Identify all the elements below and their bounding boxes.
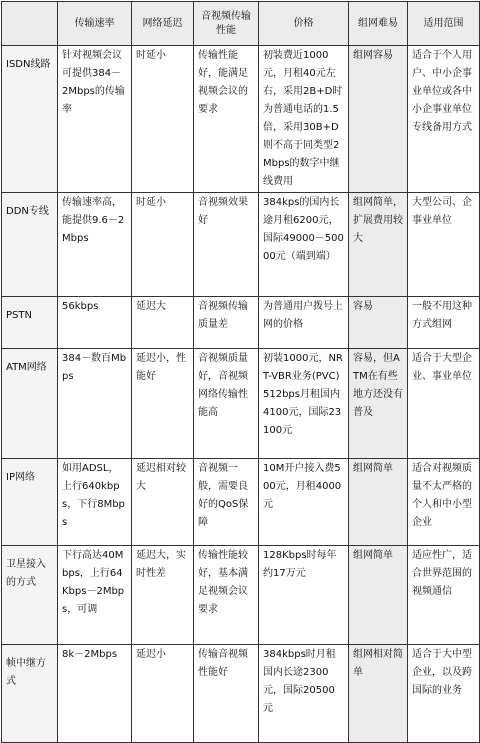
row-name: IP网络: [2, 459, 58, 546]
row-name: 帧中继方式: [2, 645, 58, 743]
comparison-table: [1, 1, 480, 743]
cell-av: 音视频质量好，音视频网络传输性能高: [194, 349, 259, 459]
row-name: ISDN线路: [2, 46, 58, 193]
cell-delay: 延迟小: [132, 645, 194, 743]
header-cell-scope: 适用范围: [408, 2, 480, 46]
cell-scope: 一般不用这种方式组网: [408, 297, 480, 349]
cell-rate: 8k－2Mbps: [58, 645, 132, 743]
cell-rate: 针对视频会议可提供384－2Mbps的传输率: [58, 46, 132, 193]
cell-scope: 大型公司、企事业单位: [408, 193, 480, 297]
row-name: PSTN: [2, 297, 58, 349]
table-row: [2, 297, 480, 349]
header-cell-ease: 组网难易: [349, 2, 408, 46]
header-cell-rate: 传输速率: [58, 2, 132, 46]
row-name: 卫星接入的方式: [2, 546, 58, 645]
cell-rate: 传输速率高，能提供9.6－2Mbps: [58, 193, 132, 297]
cell-price: 10M开户接入费500元，月租4000元: [259, 459, 349, 546]
table-row: [2, 349, 480, 459]
row-name: ATM网络: [2, 349, 58, 459]
cell-scope: 适合于大型企业、事业单位: [408, 349, 480, 459]
cell-delay: 延迟大，实时性差: [132, 546, 194, 645]
header-cell-delay: 网络延迟: [132, 2, 194, 46]
header-cell-av: 音视频传输性能: [194, 2, 259, 46]
table-row: [2, 459, 480, 546]
cell-price: 为普通用户拨号上网的价格: [259, 297, 349, 349]
header-cell-price: 价格: [259, 2, 349, 46]
cell-price: 初装1000元，NRT-VBR业务(PVC)512bps月租国内4100元，国际23100元: [259, 349, 349, 459]
table-row: [2, 46, 480, 193]
cell-ease: 容易: [349, 297, 408, 349]
header-cell-corner: [2, 2, 58, 46]
cell-scope: 适合于大中型企业，以及跨国际的业务: [408, 645, 480, 743]
cell-av: 传输音视频性能好: [194, 645, 259, 743]
cell-price: 128Kbps时每年约17万元: [259, 546, 349, 645]
cell-ease: 组网简单: [349, 459, 408, 546]
cell-price: 384kps的国内长途月租6200元，国际49000－50000元（端到端）: [259, 193, 349, 297]
cell-av: 音视频一般，需要良好的QoS保障: [194, 459, 259, 546]
cell-av: 音视频效果好: [194, 193, 259, 297]
cell-ease: 组网容易: [349, 46, 408, 193]
cell-delay: 延迟小，性能好: [132, 349, 194, 459]
cell-av: 传输性能较好，基本满足视频会议要求: [194, 546, 259, 645]
cell-rate: 56kbps: [58, 297, 132, 349]
cell-price: 初装费近1000元，月租40元左右，采用2B+D时为普通电话的1.5倍，采用30B+D则不高于同类型2Mbps的数字中继线费用: [259, 46, 349, 193]
cell-ease: 组网相对简单: [349, 645, 408, 743]
cell-scope: 适合于个人用户、中小企事业单位或各中小企事业单位专线备用方式: [408, 46, 480, 193]
cell-av: 音视频传输质量差: [194, 297, 259, 349]
cell-delay: 时延小: [132, 46, 194, 193]
cell-scope: 适合对视频质量不太严格的个人和中小型企业: [408, 459, 480, 546]
cell-delay: 延迟相对较大: [132, 459, 194, 546]
cell-rate: 如用ADSL，上行640kbps，下行8Mbps: [58, 459, 132, 546]
cell-rate: 384－数百Mbps: [58, 349, 132, 459]
cell-rate: 下行高达40Mbps，上行64Kbps－2Mbps，可调: [58, 546, 132, 645]
cell-av: 传输性能好，能满足视频会议的要求: [194, 46, 259, 193]
cell-price: 384kbps时月租国内长途2300元，国际20500元: [259, 645, 349, 743]
cell-scope: 适应性广，适合世界范围的视频通信: [408, 546, 480, 645]
header-row: [2, 2, 480, 46]
cell-ease: 容易，但ATM在有些地方还没有普及: [349, 349, 408, 459]
row-name: DDN专线: [2, 193, 58, 297]
cell-delay: 延迟大: [132, 297, 194, 349]
cell-delay: 时延小: [132, 193, 194, 297]
table-row: [2, 193, 480, 297]
cell-ease: 组网简单: [349, 546, 408, 645]
table-row: [2, 645, 480, 743]
cell-ease: 组网简单，扩展费用较大: [349, 193, 408, 297]
table-row: [2, 546, 480, 645]
